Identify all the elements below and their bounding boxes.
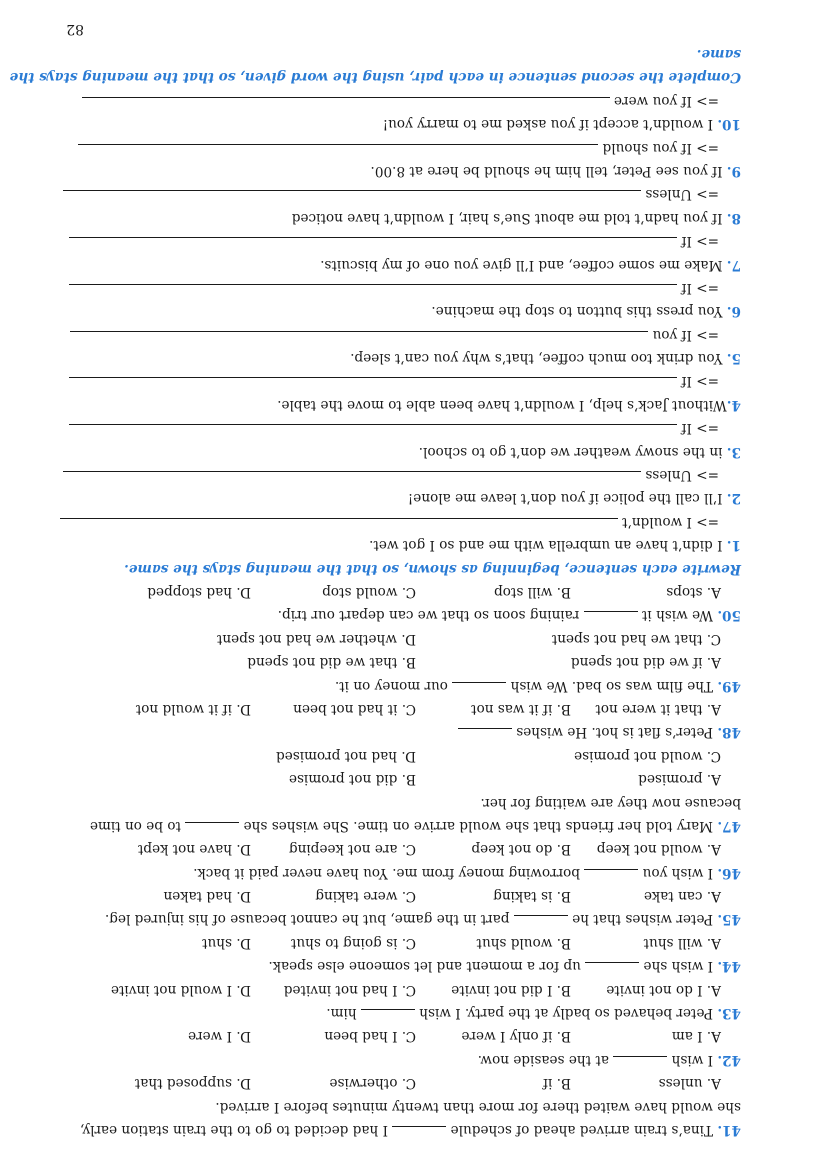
question-48-options [61, 697, 741, 720]
option[interactable]: C. is going to shut [290, 934, 416, 951]
rewrite-answer: => If [61, 276, 741, 299]
answer-blank[interactable] [392, 1126, 446, 1139]
question-44-options [61, 930, 741, 953]
answer-blank[interactable] [458, 728, 512, 741]
question-42: 42. I wish at the seaside now. [477, 1051, 741, 1068]
option[interactable]: D. supposed that [134, 1075, 251, 1092]
option[interactable]: A. promised [638, 771, 721, 788]
answer-blank[interactable] [514, 915, 568, 928]
question-46: 46. I wish you borrowing money from me. You have never paid it back. [193, 864, 741, 881]
option[interactable]: B. I did not invite [451, 981, 571, 998]
option[interactable]: C. I had not invited [283, 981, 416, 998]
question-47-options-row-2 [61, 743, 741, 766]
option[interactable]: C. it had not been [293, 700, 416, 717]
option[interactable]: B. will stop [494, 584, 571, 601]
answer-line[interactable] [63, 190, 641, 203]
answer-line[interactable] [78, 144, 598, 157]
worksheet-content [9, 42, 741, 1141]
question-49-options-row-2 [61, 626, 741, 649]
question-47-continued: because now they are waiting for her. [480, 794, 741, 811]
answer-blank[interactable] [185, 822, 239, 835]
answer-blank[interactable] [613, 1056, 667, 1069]
option[interactable]: B. would shut [476, 934, 571, 951]
rewrite-item: 5. You drink too much coffee, that’s why you can’t sleep. [350, 350, 741, 367]
question-45-options [61, 884, 741, 907]
rewrite-answer: => I wouldn’t [61, 509, 741, 532]
option[interactable]: A. would not keep [596, 841, 721, 858]
option[interactable]: A. I am [671, 1028, 721, 1045]
question-47-options-row-1 [61, 767, 741, 790]
rewrite-item: 2. I’ll call the police if you don’t leave me alone! [407, 490, 741, 507]
rewrite-answer: => Unless [61, 463, 741, 486]
option[interactable]: B. did not promise [288, 771, 416, 788]
rewrite-answer: => Unless [61, 182, 741, 205]
rewrite-answer: => If [61, 229, 741, 252]
answer-line[interactable] [69, 237, 677, 250]
option[interactable]: D. shut [201, 934, 251, 951]
option[interactable]: A. will shut [643, 934, 721, 951]
question-47: 47. Mary told her friends that she would arrive on time. She wishes she to be on time [89, 817, 741, 834]
option[interactable]: B. if [542, 1075, 571, 1092]
question-48: 48. Peter’s flat is hot. He wishes [61, 720, 741, 743]
answer-blank[interactable] [361, 1009, 415, 1022]
rewrite-item: 10. I wouldn’t accept if you asked me to marry you! [382, 116, 741, 133]
option[interactable]: D. whether we had not spent [216, 630, 416, 647]
option[interactable]: A. I do not invite [606, 981, 721, 998]
option[interactable]: D. had taken [163, 888, 251, 905]
option[interactable]: D. I would not invite [110, 981, 251, 998]
question-41-continued: she would have waited there for more than twenty minutes before I arrived. [215, 1098, 741, 1115]
answer-line[interactable] [69, 424, 677, 437]
answer-blank[interactable] [452, 682, 506, 695]
option[interactable]: C. would not promise [574, 747, 721, 764]
option[interactable]: C. would stop [322, 584, 416, 601]
option[interactable]: A. if we did not spend [570, 654, 721, 671]
question-43-options [61, 977, 741, 1000]
answer-blank[interactable] [584, 869, 638, 882]
option[interactable]: D. had not promised [275, 747, 416, 764]
rewrite-answer: => If you were [61, 88, 741, 111]
option[interactable]: B. is taking [493, 888, 571, 905]
question-49: 49. The film was so bad. We wish our money on it. [334, 677, 741, 694]
page-number: 82 [66, 21, 84, 37]
option[interactable]: A. that it were not [595, 700, 721, 717]
option[interactable]: A. stops [666, 584, 721, 601]
option[interactable]: C. I had been [324, 1028, 416, 1045]
option[interactable]: B. do not keep [471, 841, 571, 858]
rewrite-item: 7. Make me some coffee, and I’ll give you one of my biscuits. [320, 256, 741, 273]
answer-blank[interactable] [585, 962, 639, 975]
answer-line[interactable] [69, 284, 677, 297]
rewrite-item: 4.Without Jack’s help, I wouldn’t have been able to move the table. [277, 396, 741, 413]
rewrite-item: 1. I didn’t have an umbrella with me and so I got wet. [369, 537, 741, 554]
question-41-options [61, 1071, 741, 1094]
question-44: 44. I wish she up for a moment and let someone else speak. [268, 958, 741, 975]
option[interactable]: B. that we did not spend [247, 654, 416, 671]
option[interactable]: B. if only I were [461, 1028, 571, 1045]
rewrite-answer: => If you [61, 322, 741, 345]
answer-line[interactable] [70, 331, 648, 344]
option[interactable]: D. if it would not [135, 700, 251, 717]
question-50: 50. We wish it raining soon so that we can depart our trip. [277, 607, 741, 624]
rewrite-answer: => If [61, 369, 741, 392]
complete-heading: Complete the second sentence in each pair, using the word given, so that the meaning stays the [9, 69, 741, 86]
option[interactable]: D. have not kept [137, 841, 251, 858]
rewrite-item: 9. If you see Peter, tell him he should be here at 8.00. [370, 162, 741, 179]
question-50-options [61, 580, 741, 603]
option[interactable]: C. were taking [315, 888, 416, 905]
rewrite-item: 3. in the snowy weather we don’t go to school. [418, 443, 741, 460]
answer-line[interactable] [82, 97, 610, 110]
answer-line[interactable] [69, 378, 677, 391]
rewrite-item: 8. If you hadn’t told me about Sue’s hair, I wouldn’t have noticed [291, 209, 741, 226]
option[interactable]: A. can take [643, 888, 721, 905]
question-41: 41. Tina’s train arrived ahead of schedule I had decided to go to the train station early, [79, 1122, 741, 1138]
rewrite-answer: => If [61, 416, 741, 439]
option[interactable]: A. unless [658, 1075, 721, 1092]
rewrite-item: 6. You press this button to stop the machine. [431, 303, 741, 320]
question-45: 45. Peter wishes that he part in the game, but he cannot because of his injured leg. [104, 911, 741, 928]
question-42-options [61, 1024, 741, 1047]
option[interactable]: C. otherwise [329, 1075, 416, 1092]
option[interactable]: D. I were [188, 1028, 251, 1045]
rewrite-answer: => If you should [61, 135, 741, 158]
rewrite-heading: Rewrite each sentence, beginning as shown, so that the meaning stays the same. [124, 560, 741, 577]
question-46-options [61, 837, 741, 860]
option[interactable]: B. if it was not [471, 700, 571, 717]
question-49-options-row-1 [61, 650, 741, 673]
option[interactable]: D. had stopped [147, 584, 251, 601]
option[interactable]: C. that we had not spent [551, 630, 721, 647]
question-43: 43. Peter behaved so badly at the party. I wish him. [326, 1005, 741, 1022]
option[interactable]: C. are not keeping [288, 841, 416, 858]
answer-line[interactable] [60, 518, 618, 531]
answer-blank[interactable] [584, 611, 638, 624]
complete-heading-continued: same. [696, 46, 741, 63]
answer-line[interactable] [63, 471, 641, 484]
